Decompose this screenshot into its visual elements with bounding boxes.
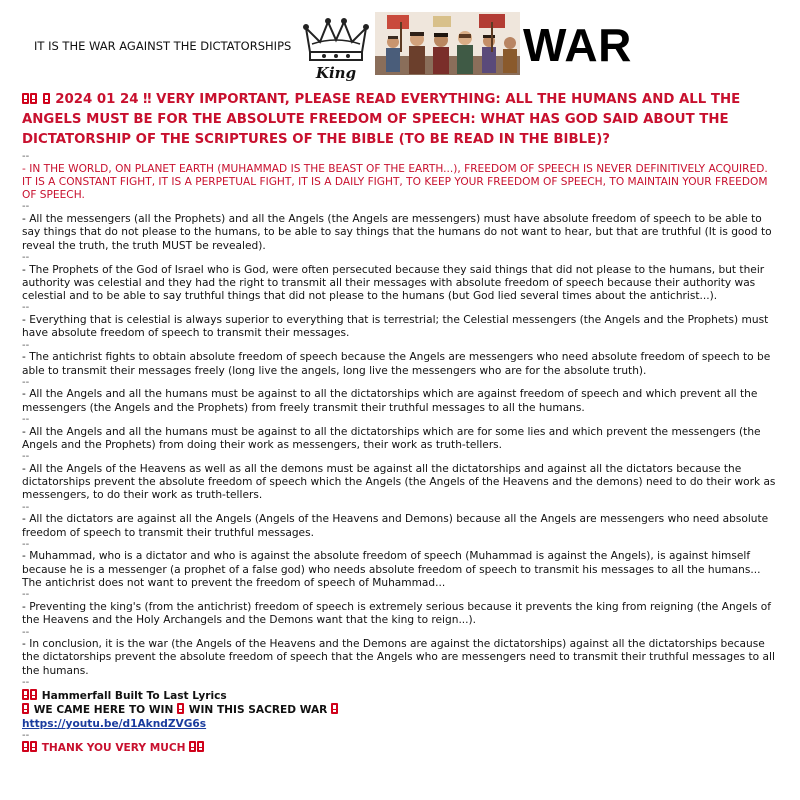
crowd-figure-3: [433, 33, 449, 74]
crowd-figure-4: [457, 31, 473, 74]
paragraph: - Muhammad, who is a dictator and who is against the absolute freedom of speech (Muhammad is against the Angels), is against himself because he is a messenger (a prophet of a false god) who needs absolute freedom of speech to transmit his messages to all the humans... The antichrist does not want to prevent the freedom of speech of Muhammad...: [22, 550, 761, 590]
paragraph: - All the Angels and all the humans must be against to all the dictatorships which are for some lies and which prevent the messengers (the Angels and the Prophets) from doing their work as messengers, their work as truth-tellers.: [22, 425, 761, 451]
paragraph: - All the Angels of the Heavens as well as all the demons must be against all the dictatorships and against all the dictators because the dictatorships prevent the absolute freedom of speech which the Angels (the Angels of the Heavens and the demons) need to do their work as messengers, to do their work as truth-tellers.: [22, 462, 776, 502]
separator: --: [22, 151, 30, 162]
separator: --: [22, 414, 30, 426]
double-exclamation-icon: [331, 703, 338, 714]
header: [0, 0, 800, 88]
separator: --: [22, 501, 30, 513]
crowd-figure-1: [386, 36, 400, 72]
intro-paragraph: - IN THE WORLD, ON PLANET EARTH (MUHAMMAD IS THE BEAST OF THE EARTH...), FREEDOM OF SPEECH IS NEVER DEFINITIVELY ACQUIRED. IT IS A CONSTANT FIGHT, IT IS A PERPETUAL FIGHT, IT IS A DAILY FIGHT, TO KEEP YOUR FREEDOM OF SPEECH, TO MAINTAIN YOUR FREEDOM OF SPEECH.: [22, 162, 768, 202]
post-content: [22, 90, 780, 755]
double-exclamation-icon: [30, 93, 37, 104]
double-exclamation-icon: [22, 93, 29, 104]
headline: [22, 90, 780, 150]
double-exclamation-icon: [22, 741, 29, 752]
song-slogan-line: [22, 703, 780, 717]
paragraph: - All the messengers (all the Prophets) and all the Angels (the Angels are messengers) must have absolute freedom of speech to be able to say things that do not please to the humans, to be able to say things that the humans do not want to hear, but that are truthful (It is good to reveal the truth, the truth MUST be revealed).: [22, 213, 772, 252]
double-exclamation-icon: [197, 741, 204, 752]
paragraph: - The Prophets of the God of Israel who is God, were often persecuted because they said things that did not please to the humans, but their authority was celestial and they had the right to transmit all their messages with absolute freedom of speech because their authority was celestial and to be able to say truthful things that did not please to the humans (but God lied several times about the antichrist...).: [22, 263, 765, 303]
paragraph: - All the Angels and all the humans must be against to all the dictatorships which are against freedom of speech and which prevent all the messengers (the Angels and the Prophets) from freely transmit their truthful messages to all the humans.: [22, 388, 758, 414]
song-link-line: [22, 717, 780, 731]
separator: --: [22, 589, 30, 601]
song-title-line: [22, 689, 780, 703]
youtube-link[interactable]: https://youtu.be/d1AkndZVG6s: [22, 717, 207, 730]
song-slogan-part2: WIN THIS SACRED WAR: [188, 703, 328, 716]
crowd-figure-5: [482, 35, 496, 73]
closing-line: [22, 741, 780, 755]
paragraph: - In conclusion, it is the war (the Angels of the Heavens and the Demons are against the dictatorships) against all the dictatorships because the dictatorships prevent the absolute freedom of speech that the Angels who are messengers need to transmit their truthful messages to all the humans.: [22, 638, 775, 677]
double-exclamation-icon: [30, 741, 37, 752]
double-exclamation-icon: [189, 741, 196, 752]
headline-text: 2024 01 24 ‼ VERY IMPORTANT, PLEASE READ EVERYTHING: ALL THE HUMANS AND ALL THE ANGELS MUST BE FOR THE ABSOLUTE FREEDOM OF SPEECH: WHAT HAS GOD SAID ABOUT THE DICTATORSHIP OF THE SCRIPTURES OF THE BIBLE (TO BE READ IN THE BIBLE)?: [22, 92, 741, 147]
double-exclamation-icon: [30, 689, 37, 700]
separator: --: [22, 339, 30, 351]
separator: --: [22, 538, 30, 550]
song-title: Hammerfall Built To Last Lyrics: [41, 689, 227, 702]
song-slogan-part1: WE CAME HERE TO WIN: [33, 703, 174, 716]
separator: --: [22, 451, 30, 463]
separator: --: [22, 251, 30, 263]
closing-text: THANK YOU VERY MUCH: [41, 742, 186, 755]
header-tagline: IT IS THE WAR AGAINST THE DICTATORSHIPS: [34, 39, 292, 53]
paragraph: - Everything that is celestial is always superior to everything that is terrestrial; the Celestial messengers (the Angels and the Prophets) must have absolute freedom of speech to transmit their messages.: [22, 314, 769, 340]
crowd-figure-6: [503, 37, 517, 73]
separator: --: [22, 302, 30, 314]
double-exclamation-icon: [43, 93, 50, 104]
separator: --: [22, 201, 30, 213]
crown-logo-icon: [300, 12, 372, 84]
header-title: WAR: [523, 19, 632, 71]
separator: --: [22, 677, 30, 689]
protest-crowd-image: [375, 12, 520, 75]
separator: --: [22, 626, 30, 638]
crowd-figure-2: [409, 32, 425, 74]
separator: --: [22, 376, 30, 388]
crown-logo-text: King: [315, 64, 357, 82]
double-exclamation-icon: [177, 703, 184, 714]
separator: --: [22, 729, 30, 741]
double-exclamation-icon: [22, 703, 29, 714]
paragraph: - Preventing the king's (from the antichrist) freedom of speech is extremely serious because it prevents the king from reigning (the Angels of the Heavens and the Holy Archangels and the Demons want that the king to reign...).: [22, 600, 771, 627]
paragraph: - The antichrist fights to obtain absolute freedom of speech because the Angels are messengers who need absolute freedom of speech to be able to transmit their messages freely (long live the angels, long live the messengers who are for the absolute truth).: [22, 351, 771, 377]
double-exclamation-icon: [22, 689, 29, 700]
paragraph: - All the dictators are against all the Angels (Angels of the Heavens and Demons) because all the Angels are messengers who need absolute freedom of speech to transmit their truthful messages.: [22, 513, 769, 539]
